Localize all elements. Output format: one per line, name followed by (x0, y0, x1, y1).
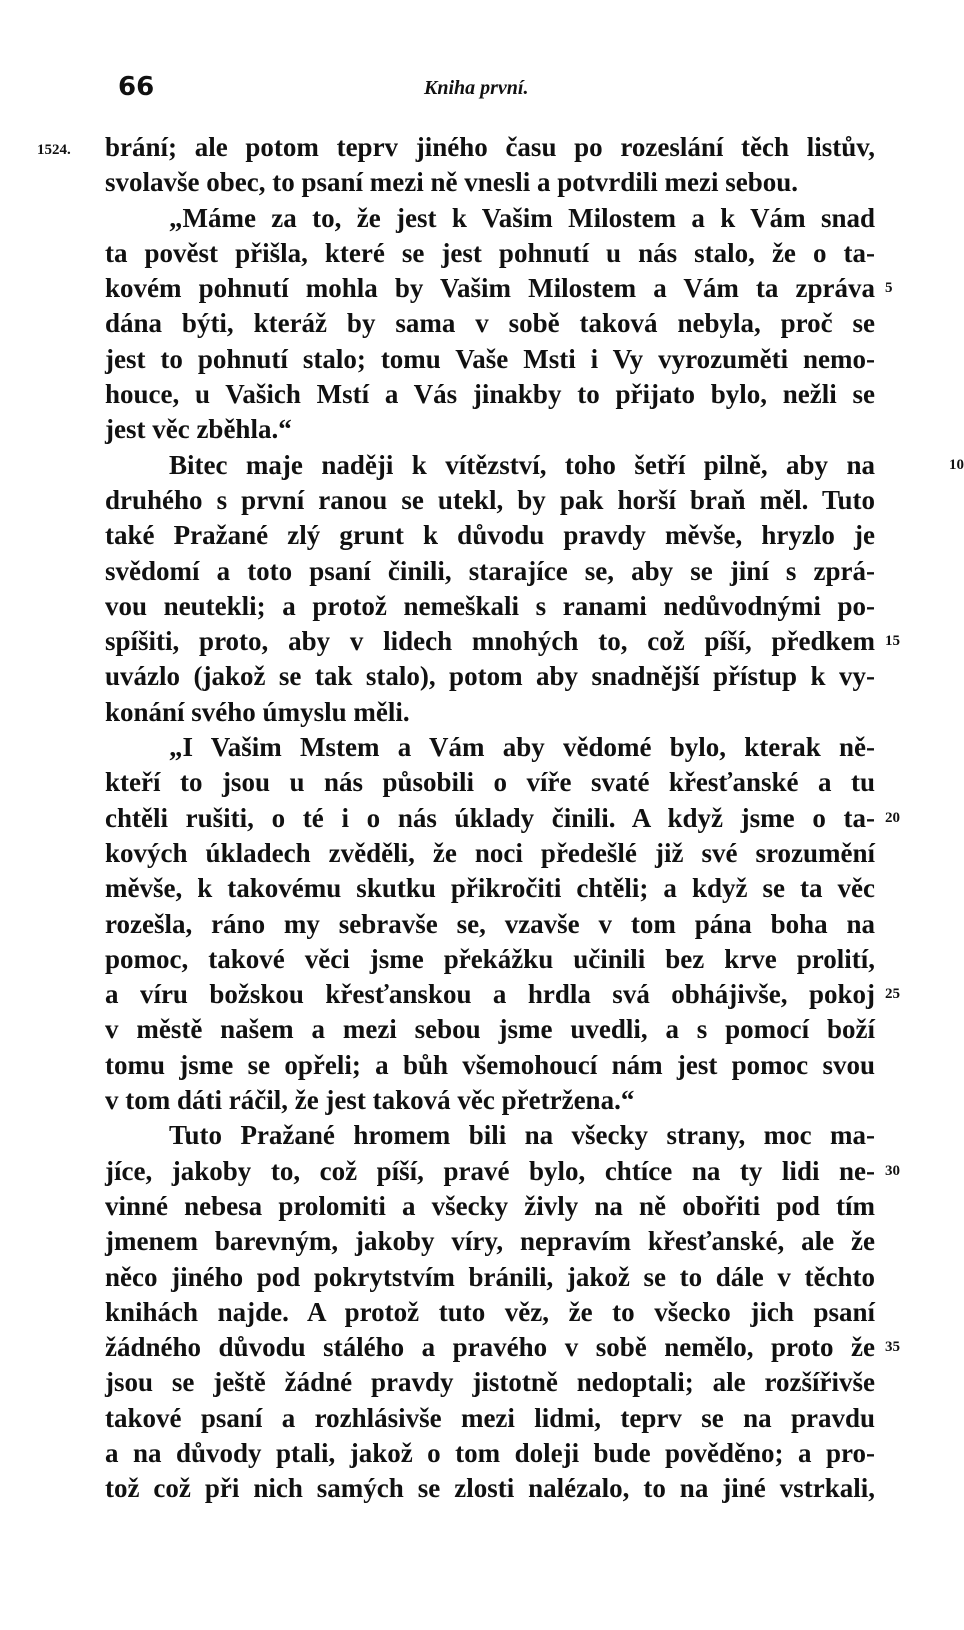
text-line-content: jest věc zběhla.“ (105, 414, 292, 445)
text-line-content: kovém pohnutí mohla by Vašim Milostem a Vám ta zpráva (105, 273, 875, 304)
margin-line-number: 30 (885, 1162, 900, 1179)
text-line-content: a víru božskou křesťanskou a hrdla svá obhájivše, pokoj (105, 979, 875, 1010)
text-line (105, 624, 900, 659)
text-line-content: „Máme za to, že jest k Vašim Milostem a k Vám snad (169, 202, 875, 233)
text-line-content: jmenem barevným, jakoby víry, nepravím křesťanské, ale že (105, 1226, 875, 1257)
text-line (105, 801, 900, 836)
text-line-content: kových úkladech zvěděli, že noci předešlé již své srozumění (105, 837, 875, 868)
margin-line-number: 20 (885, 809, 900, 826)
text-line (105, 201, 875, 236)
text-line-content: konání svého úmyslu měli. (105, 696, 410, 727)
text-line-content: měvše, k takovému skutku přikročiti chtěli; a když se ta věc (105, 873, 875, 904)
text-line (105, 730, 875, 765)
text-line (105, 1118, 875, 1153)
text-line-content: vou neutekli; a protož nemeškali s ranami nedůvodnými po- (105, 590, 875, 621)
body-text (105, 130, 964, 1507)
text-line (105, 342, 875, 377)
margin-line-number: 35 (885, 1339, 900, 1356)
text-line-content: brání; ale potom teprv jiného času po rozeslání těch listův, (105, 132, 875, 162)
text-line-content: svědomí a toto psaní činili, starajíce se, aby se jiní s zprá- (105, 555, 875, 586)
text-line (105, 1012, 875, 1047)
text-line-content: v městě našem a mezi sebou jsme uvedli, a s pomocí boží (105, 1014, 875, 1045)
page-number: 66 (118, 72, 155, 102)
margin-line-number: 5 (885, 280, 893, 297)
text-line-content: „I Vašim Mstem a Vám aby vědomé bylo, kterak ně- (169, 732, 875, 763)
margin-line-number: 25 (885, 986, 900, 1003)
text-line (105, 942, 875, 977)
text-line-content: druhého s první ranou se utekl, by pak horší braň měl. Tuto (105, 484, 875, 515)
text-line (105, 306, 875, 341)
text-line (105, 483, 875, 518)
text-line (105, 1260, 875, 1295)
text-line (105, 836, 875, 871)
text-line-content: ta pověst přišla, které se jest pohnutí u nás stalo, že o ta- (105, 237, 875, 268)
text-line (105, 765, 875, 800)
text-line-content: pomoc, takové věci jsme překážku učinili bez krve prolití, (105, 943, 875, 974)
text-line (105, 871, 875, 906)
text-line-content: knihách najde. A protož tuto věz, že to všecko jich psaní (105, 1296, 875, 1327)
text-line (105, 1436, 875, 1471)
text-line (105, 518, 875, 553)
text-line (105, 1295, 875, 1330)
text-line (105, 1083, 875, 1118)
text-line (105, 977, 900, 1012)
text-line (105, 1330, 900, 1365)
text-line-content: žádného důvodu stálého a pravého v sobě nemělo, proto že (105, 1332, 875, 1363)
text-line (105, 236, 875, 271)
text-line-content: vinné nebesa prolomiti a všecky živly na ně obořiti pod tím (105, 1190, 875, 1221)
text-line-content: tomu jsme se opřeli; a bůh všemohoucí nám jest pomoc svou (105, 1049, 875, 1080)
margin-year-marker: 1524. (37, 142, 71, 158)
text-line (105, 377, 875, 412)
text-line-content: houce, u Vašich Mstí a Vás jinakby to přijato bylo, nežli se (105, 379, 875, 410)
margin-line-number: 15 (885, 633, 900, 650)
text-line-content: tož což při nich samých se zlosti nalézalo, to na jiné vstrkali, (105, 1473, 875, 1504)
text-line (105, 695, 875, 730)
text-line-content: něco jiného pod pokrytstvím bránili, jakož se to dále v těchto (105, 1261, 875, 1292)
text-line-content: jest to pohnutí stalo; tomu Vaše Msti i Vy vyrozuměti nemo- (105, 343, 875, 374)
text-line (105, 1471, 875, 1506)
running-head: Kniha první. (424, 77, 529, 99)
text-line-content: jsou se ještě žádné pravdy jistotně nedoptali; ale rozšířivše (105, 1367, 875, 1398)
text-line (105, 659, 875, 694)
text-line-content: rozešla, ráno my sebravše se, vzavše v tom pána boha na (105, 908, 875, 939)
text-line (105, 1154, 900, 1189)
text-line (105, 271, 893, 306)
text-line-content: chtěli rušiti, o té i o nás úklady činili. A když jsme o ta- (105, 802, 875, 833)
text-line-content: v tom dáti ráčil, že jest taková věc přetržena.“ (105, 1085, 635, 1116)
text-line (105, 130, 875, 165)
page-header (118, 70, 878, 110)
text-line (105, 448, 964, 483)
text-line (105, 1401, 875, 1436)
text-line-content: kteří to jsou u nás působili o víře svaté křesťanské a tu (105, 767, 875, 798)
text-line-content: dána býti, kteráž by sama v sobě taková nebyla, proč se (105, 308, 875, 339)
text-line (105, 165, 875, 200)
text-line (105, 589, 875, 624)
text-line-content: Bitec maje naději k vítězství, toho šetří pilně, aby na (169, 449, 875, 480)
text-line (105, 1048, 875, 1083)
text-line-content: spíšiti, proto, aby v lidech mnohých to, což píší, předkem (105, 626, 875, 657)
text-line (105, 412, 875, 447)
text-line-content: takové psaní a rozhlásivše mezi lidmi, teprv se na pravdu (105, 1402, 875, 1433)
text-line (105, 1189, 875, 1224)
text-line (105, 907, 875, 942)
text-line-content: také Pražané zlý grunt k důvodu pravdy měvše, hryzlo je (105, 520, 875, 551)
margin-line-number: 10 (949, 456, 964, 473)
text-line-content: uvázlo (jakož se tak stalo), potom aby snadnější přístup k vy- (105, 661, 875, 692)
text-line (105, 1224, 875, 1259)
text-line-content: jíce, jakoby to, což píší, pravé bylo, chtíce na ty lidi ne- (105, 1155, 875, 1186)
text-line (105, 1365, 875, 1400)
text-line-content: a na důvody ptali, jakož o tom doleji bude pověděno; a pro- (105, 1437, 875, 1468)
text-line (105, 554, 875, 589)
text-line-content: Tuto Pražané hromem bili na všecky strany, moc ma- (169, 1120, 875, 1151)
text-line-content: svolavše obec, to psaní mezi ně vnesli a potvrdili mezi sebou. (105, 167, 798, 198)
